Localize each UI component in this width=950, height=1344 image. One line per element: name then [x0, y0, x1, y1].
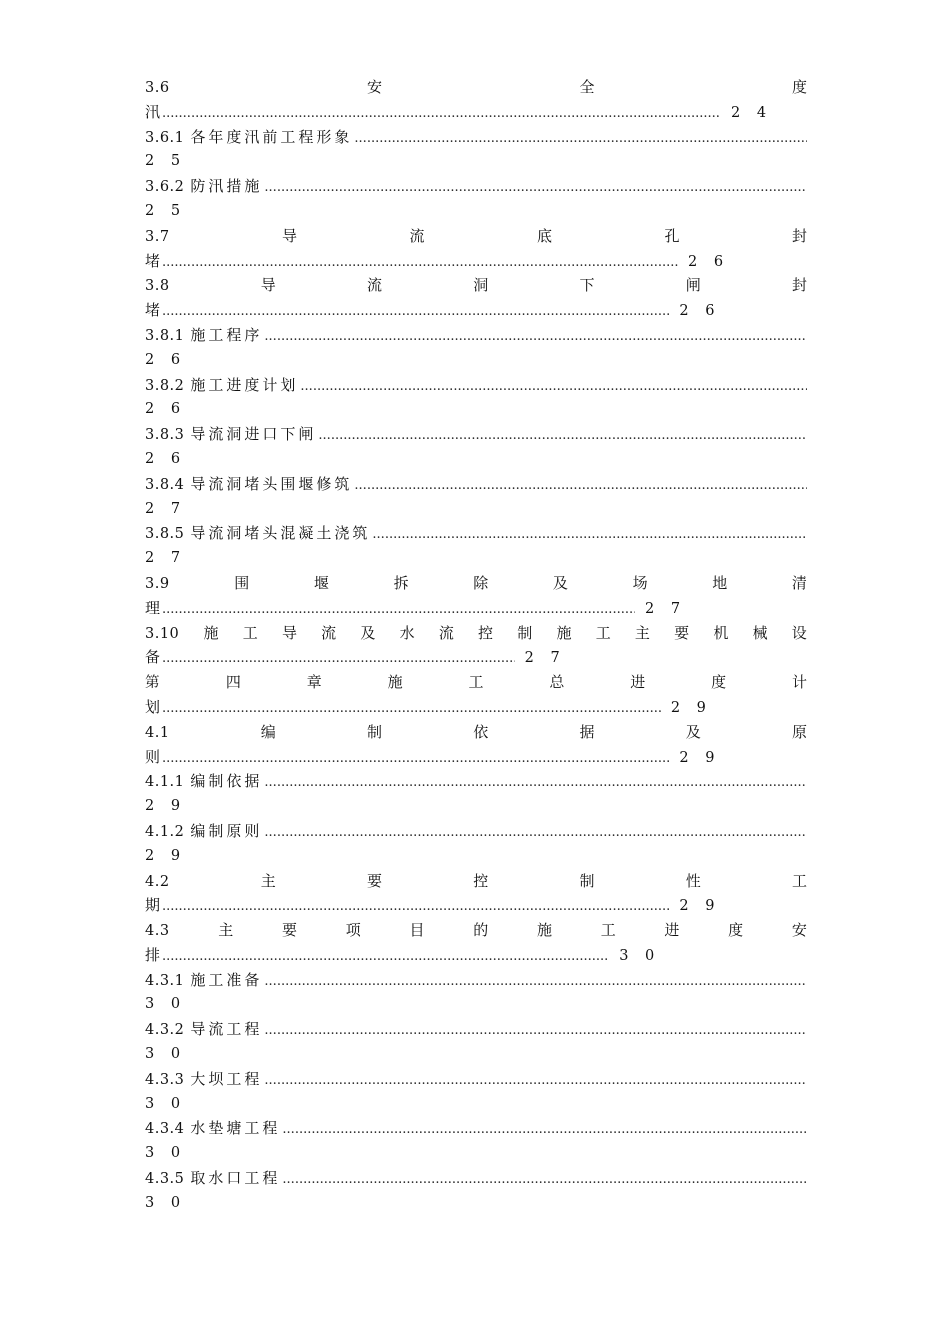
toc-title-char: 地	[712, 573, 728, 592]
toc-title-char: 场	[632, 573, 648, 592]
toc-page-number: 2 6	[145, 351, 187, 368]
toc-page-number: 2 9	[679, 898, 721, 915]
toc-title-char: 除	[473, 573, 489, 592]
toc-title-char: 流	[438, 623, 454, 642]
toc-page-number: 2 5	[145, 202, 187, 219]
toc-title-char: 孔	[664, 226, 680, 245]
toc-entry[interactable]	[145, 1017, 807, 1067]
toc-title-char: 导	[282, 226, 298, 245]
toc-title-char: 工	[595, 623, 611, 642]
toc-page-number: 2 9	[670, 699, 712, 716]
toc-page-number: 3 0	[145, 1095, 187, 1112]
toc-entry-number: 3.10	[145, 625, 180, 642]
toc-page-number: 2 9	[145, 847, 187, 864]
toc-title-char: 封	[791, 276, 807, 295]
toc-entry[interactable]	[145, 968, 807, 1018]
toc-title-char: 的	[473, 921, 489, 940]
toc-title-char: 全	[579, 78, 595, 96]
toc-title-char: 控	[478, 623, 494, 642]
toc-leader-dots	[264, 1019, 807, 1042]
toc-leader-dots	[264, 771, 807, 794]
toc-entry[interactable]	[145, 75, 807, 125]
toc-entry-number: 3.9	[145, 575, 170, 592]
toc-title-char: 四	[225, 673, 241, 692]
toc-title-char: 底	[537, 226, 553, 245]
toc-title-char: 安	[367, 78, 383, 96]
toc-entry[interactable]	[145, 670, 807, 720]
toc-entry-title: 施工准备	[190, 970, 263, 989]
toc-leader-dots	[162, 945, 609, 968]
toc-leader-dots	[354, 474, 807, 497]
toc-leader-dots	[354, 127, 807, 150]
toc-entry-number: 4.1.1	[145, 774, 185, 791]
toc-title-char: 编	[260, 722, 276, 741]
toc-leader-dots	[162, 102, 721, 125]
toc-leader-dots	[162, 598, 635, 621]
toc-entry-number: 3.8.5	[145, 526, 185, 543]
toc-entry-title: 导流洞堵头混凝土浇筑	[190, 524, 371, 543]
toc-page-number: 2 6	[145, 450, 187, 467]
toc-page-number: 2 6	[145, 401, 187, 418]
toc-title-char: 项	[345, 921, 361, 940]
toc-title-char: 主	[634, 623, 650, 642]
toc-leader-dots	[162, 747, 669, 770]
toc-leader-dots	[264, 176, 807, 199]
toc-leader-dots	[264, 821, 807, 844]
toc-entry-title: 导流洞进口下闸	[190, 425, 317, 444]
toc-entry[interactable]	[145, 125, 807, 175]
toc-entry-title: 水垫塘工程	[190, 1119, 281, 1138]
toc-title-char: 期	[145, 896, 161, 915]
toc-leader-dots	[264, 970, 807, 993]
toc-title-char: 汛	[145, 102, 161, 121]
toc-leader-dots	[264, 325, 807, 348]
toc-entry-number: 3.8.3	[145, 427, 185, 444]
toc-page-number: 3 0	[145, 1046, 187, 1063]
toc-leader-dots	[264, 1069, 807, 1092]
toc-title-char: 及	[360, 623, 376, 642]
toc-title-char: 堵	[145, 301, 161, 320]
toc-title-char: 制	[579, 871, 595, 890]
toc-entry-title: 取水口工程	[190, 1169, 281, 1188]
toc-title-char: 制	[367, 722, 383, 741]
toc-title-char: 水	[399, 623, 415, 642]
toc-entry-title: 施工进度计划	[190, 375, 299, 394]
toc-entry[interactable]	[145, 769, 807, 819]
toc-entry-number: 4.1.2	[145, 823, 185, 840]
toc-page-number: 2 7	[524, 650, 566, 667]
toc-title-char: 施	[203, 623, 219, 642]
toc-entry[interactable]	[145, 323, 807, 373]
toc-entry[interactable]	[145, 819, 807, 869]
toc-title-char: 要	[367, 871, 383, 890]
toc-entry-number: 4.2	[145, 873, 170, 890]
toc-title-char: 要	[674, 623, 690, 642]
toc-page-number: 2 7	[645, 600, 687, 617]
toc-entry-number: 第	[145, 675, 160, 692]
toc-entry[interactable]	[145, 521, 807, 571]
toc-title-char: 流	[367, 276, 383, 295]
toc-page-number: 3 0	[145, 996, 187, 1013]
table-of-contents	[145, 75, 807, 1216]
toc-page-number: 2 6	[688, 253, 730, 270]
toc-leader-dots	[162, 300, 669, 323]
toc-title-char: 计	[791, 673, 807, 692]
toc-title-char: 工	[600, 921, 616, 940]
toc-title-char: 依	[473, 722, 489, 741]
toc-page-number: 2 4	[731, 104, 773, 121]
toc-title-char: 下	[579, 276, 595, 295]
toc-entry[interactable]	[145, 472, 807, 522]
toc-entry-number: 3.8.4	[145, 476, 185, 493]
toc-title-char: 工	[468, 673, 484, 692]
toc-page-number: 2 7	[145, 550, 187, 567]
toc-entry[interactable]	[145, 1166, 807, 1216]
toc-title-char: 堰	[313, 573, 329, 592]
toc-title-char: 及	[685, 722, 701, 741]
toc-entry[interactable]	[145, 918, 807, 968]
toc-entry-number: 4.3.4	[145, 1121, 185, 1138]
toc-title-char: 流	[409, 226, 425, 245]
toc-title-char: 则	[145, 747, 161, 766]
toc-title-char: 工	[242, 623, 258, 642]
toc-title-char: 进	[664, 921, 680, 940]
toc-title-char: 工	[791, 871, 807, 890]
toc-leader-dots	[282, 1168, 807, 1191]
toc-page-number: 3 0	[619, 947, 661, 964]
toc-page-number: 2 9	[145, 798, 187, 815]
toc-page-number: 2 5	[145, 153, 187, 170]
toc-page-number: 3 0	[145, 1145, 187, 1162]
toc-entry[interactable]	[145, 1116, 807, 1166]
toc-entry-number: 3.7	[145, 228, 170, 245]
toc-entry-title: 编制依据	[190, 772, 263, 791]
toc-title-char: 洞	[473, 276, 489, 295]
toc-entry[interactable]	[145, 373, 807, 423]
toc-entry[interactable]	[145, 422, 807, 472]
toc-title-char: 理	[145, 598, 161, 617]
toc-leader-dots	[162, 697, 661, 720]
toc-entry[interactable]	[145, 869, 807, 919]
toc-entry-number: 3.8.1	[145, 327, 185, 344]
toc-entry[interactable]	[145, 224, 807, 274]
toc-entry-number: 4.1	[145, 724, 170, 741]
toc-leader-dots	[282, 1118, 807, 1141]
toc-leader-dots	[162, 647, 515, 670]
toc-entry-number: 3.8.2	[145, 377, 185, 394]
toc-title-char: 施	[556, 623, 572, 642]
toc-title-char: 备	[145, 648, 161, 667]
toc-entry-number: 3.6.1	[145, 129, 185, 146]
toc-entry-title: 导流工程	[190, 1020, 263, 1039]
toc-entry-number: 4.3.2	[145, 1022, 185, 1039]
toc-leader-dots	[300, 375, 807, 398]
toc-leader-dots	[162, 895, 669, 918]
toc-entry[interactable]	[145, 273, 807, 323]
toc-title-char: 流	[321, 623, 337, 642]
toc-entry-title: 防汛措施	[190, 177, 263, 196]
toc-title-char: 机	[713, 623, 729, 642]
toc-leader-dots	[162, 251, 678, 274]
toc-entry[interactable]	[145, 720, 807, 770]
toc-title-char: 施	[536, 921, 552, 940]
toc-page-number: 3 0	[145, 1194, 187, 1211]
toc-leader-dots	[372, 523, 807, 546]
toc-title-char: 制	[517, 623, 533, 642]
toc-title-char: 设	[791, 623, 807, 642]
toc-title-char: 主	[260, 871, 276, 890]
toc-title-char: 堵	[145, 251, 161, 270]
toc-title-char: 进	[630, 673, 646, 692]
toc-page-number: 2 6	[679, 303, 721, 320]
toc-entry-number: 4.3.5	[145, 1171, 185, 1188]
toc-title-char: 施	[387, 673, 403, 692]
toc-title-char: 械	[752, 623, 768, 642]
toc-entry-title: 施工程序	[190, 325, 263, 344]
toc-title-char: 清	[791, 573, 807, 592]
toc-entry-number: 4.3.1	[145, 972, 185, 989]
toc-entry-title: 大坝工程	[190, 1069, 263, 1088]
toc-title-char: 主	[218, 921, 234, 940]
toc-title-char: 及	[552, 573, 568, 592]
toc-title-char: 据	[579, 722, 595, 741]
toc-title-char: 闸	[685, 276, 701, 295]
toc-title-char: 原	[791, 722, 807, 741]
toc-page-number: 2 9	[679, 749, 721, 766]
toc-title-char: 度	[791, 78, 807, 96]
toc-title-char: 目	[409, 921, 425, 940]
toc-title-char: 排	[145, 945, 161, 964]
toc-title-char: 性	[685, 871, 701, 890]
toc-leader-dots	[318, 424, 807, 447]
toc-entry-title: 各年度汛前工程形象	[190, 127, 353, 146]
toc-entry-number: 4.3	[145, 923, 170, 940]
toc-title-char: 封	[791, 226, 807, 245]
toc-entry-title: 编制原则	[190, 821, 263, 840]
toc-page-number: 2 7	[145, 500, 187, 517]
toc-title-char: 导	[281, 623, 297, 642]
toc-entry[interactable]	[145, 571, 807, 621]
toc-title-char: 总	[549, 673, 565, 692]
toc-entry[interactable]	[145, 174, 807, 224]
toc-entry-number: 3.6	[145, 80, 170, 96]
toc-entry[interactable]	[145, 621, 807, 671]
toc-title-char: 度	[728, 921, 744, 940]
toc-title-char: 导	[260, 276, 276, 295]
toc-title-char: 章	[306, 673, 322, 692]
toc-title-char: 度	[711, 673, 727, 692]
toc-title-char: 要	[282, 921, 298, 940]
toc-entry-number: 4.3.3	[145, 1071, 185, 1088]
toc-title-char: 安	[791, 921, 807, 940]
toc-entry-number: 3.8	[145, 278, 170, 295]
toc-entry-title: 导流洞堵头围堰修筑	[190, 474, 353, 493]
toc-title-char: 拆	[393, 573, 409, 592]
toc-title-char: 围	[234, 573, 250, 592]
toc-entry-number: 3.6.2	[145, 179, 185, 196]
toc-title-char: 控	[473, 871, 489, 890]
toc-entry[interactable]	[145, 1067, 807, 1117]
toc-title-char: 划	[145, 697, 161, 716]
